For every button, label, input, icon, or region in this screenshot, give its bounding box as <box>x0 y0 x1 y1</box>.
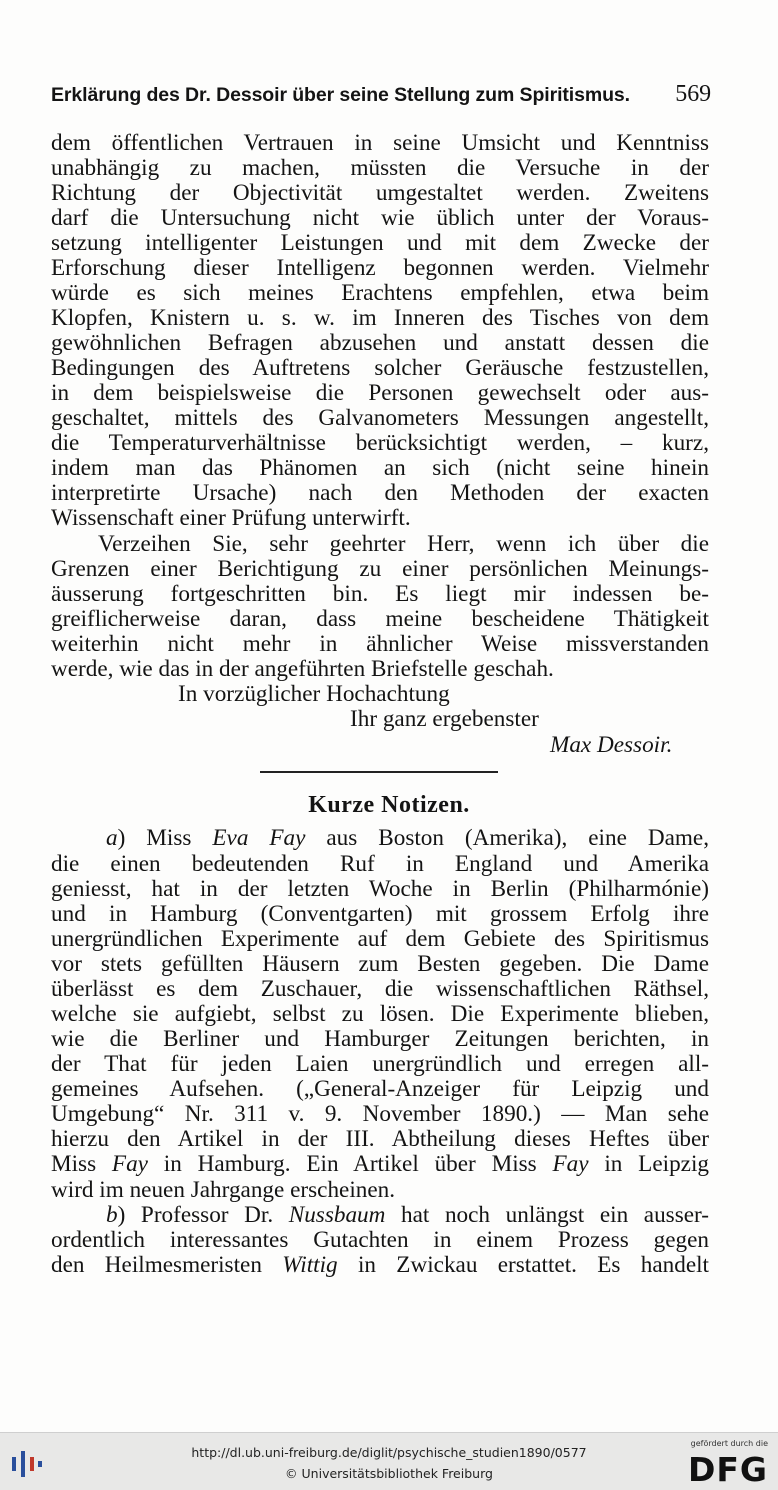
text-line: ordentlich interessantes Gutachten in einem Prozess gegen <box>51 1227 709 1253</box>
text-line: Klopfen, Knistern u. s. w. im Inneren des Tisches von dem <box>51 305 709 331</box>
text-line: Erforschung dieser Intelligenz begonnen werden. Vielmehr <box>51 255 709 281</box>
text-line: überlässt es dem Zuschauer, die wissenschaftlichen Räthsel, <box>51 976 709 1002</box>
closing-salutation: In vorzüglicher Hochachtung <box>178 681 450 707</box>
section-title: Kurze Notizen. <box>308 792 470 818</box>
permalink-url[interactable]: http://dl.ub.uni-freiburg.de/diglit/psychische_studien1890/0577 <box>191 1445 587 1460</box>
text-line: weiterhin nicht mehr in ähnlicher Weise missverstanden <box>51 631 709 657</box>
text-line: vor stets gefüllten Häusern zum Besten gegeben. Die Dame <box>51 951 709 977</box>
running-title: Erklärung des Dr. Dessoir über seine Stellung zum Spiritismus. <box>51 84 630 106</box>
text-line: unergründlichen Experimente auf dem Gebiete des Spiritismus <box>51 926 709 952</box>
text-line: in dem beispielsweise die Personen gewechselt oder aus- <box>51 380 709 406</box>
text-line: Richtung der Objectivität umgestaltet werden. Zweitens <box>51 180 709 206</box>
text-line: Grenzen einer Berichtigung zu einer persönlichen Meinungs- <box>51 556 709 582</box>
copyright-notice: © Universitätsbibliothek Freiburg <box>285 1466 493 1481</box>
text-line: darf die Untersuchung nicht wie üblich unter der Voraus- <box>51 205 709 231</box>
text-line: Bedingungen des Auftretens solcher Geräusche festzustellen, <box>51 355 709 381</box>
funder-note: gefördert durch die <box>690 1439 768 1448</box>
signature: Max Dessoir. <box>550 732 673 758</box>
note-a-first-line: a) Miss Eva Fay aus Boston (Amerika), eine Dame, <box>106 825 709 851</box>
text-line: gewöhnlichen Befragen abzusehen und anstatt dessen die <box>51 330 709 356</box>
text-line: unabhängig zu machen, müssten die Versuche in der <box>51 155 709 181</box>
text-line: wird im neuen Jahrgange erscheinen. <box>51 1177 396 1203</box>
section-divider <box>260 771 498 773</box>
text-line: würde es sich meines Erachtens empfehlen, etwa beim <box>51 280 709 306</box>
note-b-first-line: b) Professor Dr. Nussbaum hat noch unlängst ein ausser- <box>106 1202 709 1228</box>
text-line: gemeines Aufsehen. („General-Anzeiger für Leipzig und <box>51 1076 709 1102</box>
text-line: äusserung fortgeschritten bin. Es liegt mir indessen be- <box>51 581 709 607</box>
text-line: Umgebung“ Nr. 311 v. 9. November 1890.) — Man sehe <box>51 1101 709 1127</box>
text-line: Verzeihen Sie, sehr geehrter Herr, wenn ich über die <box>98 531 709 557</box>
text-line: welche sie aufgiebt, selbst zu lösen. Die Experimente blieben, <box>51 1001 709 1027</box>
text-line: die einen bedeutenden Ruf in England und Amerika <box>51 851 709 877</box>
text-line: und in Hamburg (Conventgarten) mit grossem Erfolg ihre <box>51 901 709 927</box>
text-line: die Temperaturverhältnisse berücksichtigt werden, – kurz, <box>51 430 709 456</box>
text-line: wie die Berliner und Hamburger Zeitungen berichten, in <box>51 1026 709 1052</box>
text-line: der That für jeden Laien unergründlich und erregen all- <box>51 1051 709 1077</box>
note-b-line-wittig: den Heilmesmeristen Wittig in Zwickau erstattet. Es handelt <box>51 1252 709 1278</box>
text-line: geschaltet, mittels des Galvanometers Messungen angestellt, <box>51 405 709 431</box>
text-line: interpretirte Ursache) nach den Methoden der exacten <box>51 480 709 506</box>
text-line: greiflicherweise daran, dass meine bescheidene Thätigkeit <box>51 606 709 632</box>
text-line: dem öffentlichen Vertrauen in seine Umsicht und Kenntniss <box>51 130 709 156</box>
text-line: hierzu den Artikel in der III. Abtheilung dieses Heftes über <box>51 1126 709 1152</box>
text-line: setzung intelligenter Leistungen und mit dem Zwecke der <box>51 230 709 256</box>
text-line: werde, wie das in der angeführten Briefstelle geschah. <box>51 656 554 682</box>
text-line: indem man das Phänomen an sich (nicht seine hinein <box>51 455 709 481</box>
text-line: Wissenschaft einer Prüfung unterwirft. <box>51 505 411 531</box>
page-number: 569 <box>675 81 711 107</box>
closing-phrase: Ihr ganz ergebenster <box>350 706 539 732</box>
viewer-bar <box>0 1432 778 1490</box>
running-header <box>51 81 711 107</box>
dfg-logo[interactable]: DFG <box>687 1450 768 1489</box>
note-a-line-fay: Miss Fay in Hamburg. Ein Artikel über Miss Fay in Leipzig <box>51 1151 710 1177</box>
text-line: geniesst, hat in der letzten Woche in Berlin (Philharmónie) <box>51 876 709 902</box>
